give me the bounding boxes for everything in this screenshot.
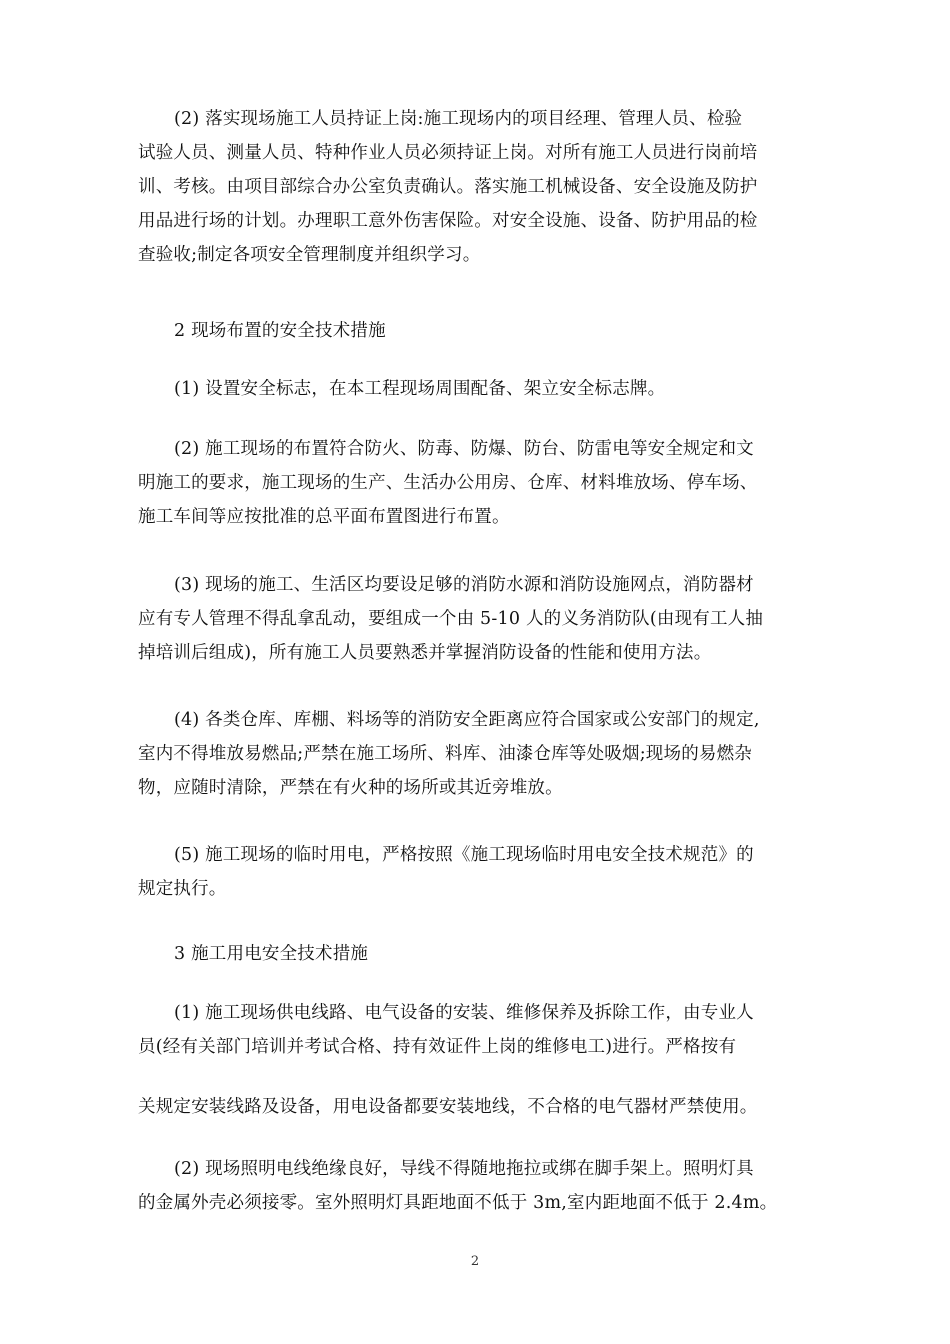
section-heading bbox=[138, 314, 814, 348]
paragraph-line: 的金属外壳必须接零。室外照明灯具距地面不低于 3m,室内距地面不低于 2.4m。 bbox=[138, 1193, 778, 1213]
paragraph bbox=[138, 838, 814, 906]
paragraph-line: 物，应随时清除，严禁在有火种的场所或其近旁堆放。 bbox=[138, 778, 563, 798]
paragraph-line: (1) 设置安全标志，在本工程现场周围配备、架立安全标志牌。 bbox=[174, 379, 666, 399]
paragraph-line: 查验收;制定各项安全管理制度并组织学习。 bbox=[138, 245, 481, 265]
paragraph bbox=[138, 996, 814, 1064]
paragraph-line: (1) 施工现场供电线路、电气设备的安装、维修保养及拆除工作，由专业人 bbox=[174, 1003, 754, 1023]
paragraph bbox=[138, 1152, 814, 1220]
heading-text: 3 施工用电安全技术措施 bbox=[174, 944, 369, 964]
paragraph-line: (5) 施工现场的临时用电，严格按照《施工现场临时用电安全技术规范》的 bbox=[174, 845, 754, 865]
heading-text: 2 现场布置的安全技术措施 bbox=[174, 321, 386, 341]
paragraph-line: 试验人员、测量人员、特种作业人员必须持证上岗。对所有施工人员进行岗前培 bbox=[138, 143, 758, 163]
paragraph-line: 应有专人管理不得乱拿乱动，要组成一个由 5-10 人的义务消防队(由现有工人抽 bbox=[138, 609, 764, 629]
paragraph-line: 关规定安装线路及设备，用电设备都要安装地线，不合格的电气器材严禁使用。 bbox=[138, 1097, 758, 1117]
paragraph bbox=[138, 703, 814, 805]
page-number: 2 bbox=[470, 1254, 480, 1269]
paragraph-line: 施工车间等应按批准的总平面布置图进行布置。 bbox=[138, 507, 510, 527]
paragraph-line: 员(经有关部门培训并考试合格、持有效证件上岗的维修电工)进行。严格按有 bbox=[138, 1037, 737, 1057]
paragraph-line: 规定执行。 bbox=[138, 879, 227, 899]
paragraph bbox=[138, 568, 814, 670]
paragraph-line: 用品进行场的计划。办理职工意外伤害保险。对安全设施、设备、防护用品的检 bbox=[138, 211, 758, 231]
paragraph bbox=[138, 432, 814, 534]
paragraph-line: 室内不得堆放易燃品;严禁在施工场所、料库、油漆仓库等处吸烟;现场的易燃杂 bbox=[138, 744, 752, 764]
paragraph bbox=[138, 102, 814, 272]
paragraph-line: (2) 施工现场的布置符合防火、防毒、防爆、防台、防雷电等安全规定和文 bbox=[174, 439, 754, 459]
paragraph-line: 训、考核。由项目部综合办公室负责确认。落实施工机械设备、安全设施及防护 bbox=[138, 177, 758, 197]
paragraph bbox=[138, 372, 814, 406]
paragraph-line: (2) 落实现场施工人员持证上岗:施工现场内的项目经理、管理人员、检验 bbox=[174, 109, 743, 129]
paragraph-line: 明施工的要求，施工现场的生产、生活办公用房、仓库、材料堆放场、停车场、 bbox=[138, 473, 758, 493]
section-heading bbox=[138, 937, 814, 971]
paragraph-line: (2) 现场照明电线绝缘良好，导线不得随地拖拉或绑在脚手架上。照明灯具 bbox=[174, 1159, 754, 1179]
paragraph-line: (4) 各类仓库、库棚、料场等的消防安全距离应符合国家或公安部门的规定, bbox=[174, 710, 760, 730]
paragraph-line: (3) 现场的施工、生活区均要设足够的消防水源和消防设施网点，消防器材 bbox=[174, 575, 754, 595]
paragraph-line: 掉培训后组成)，所有施工人员要熟悉并掌握消防设备的性能和使用方法。 bbox=[138, 643, 712, 663]
paragraph bbox=[138, 1090, 814, 1124]
